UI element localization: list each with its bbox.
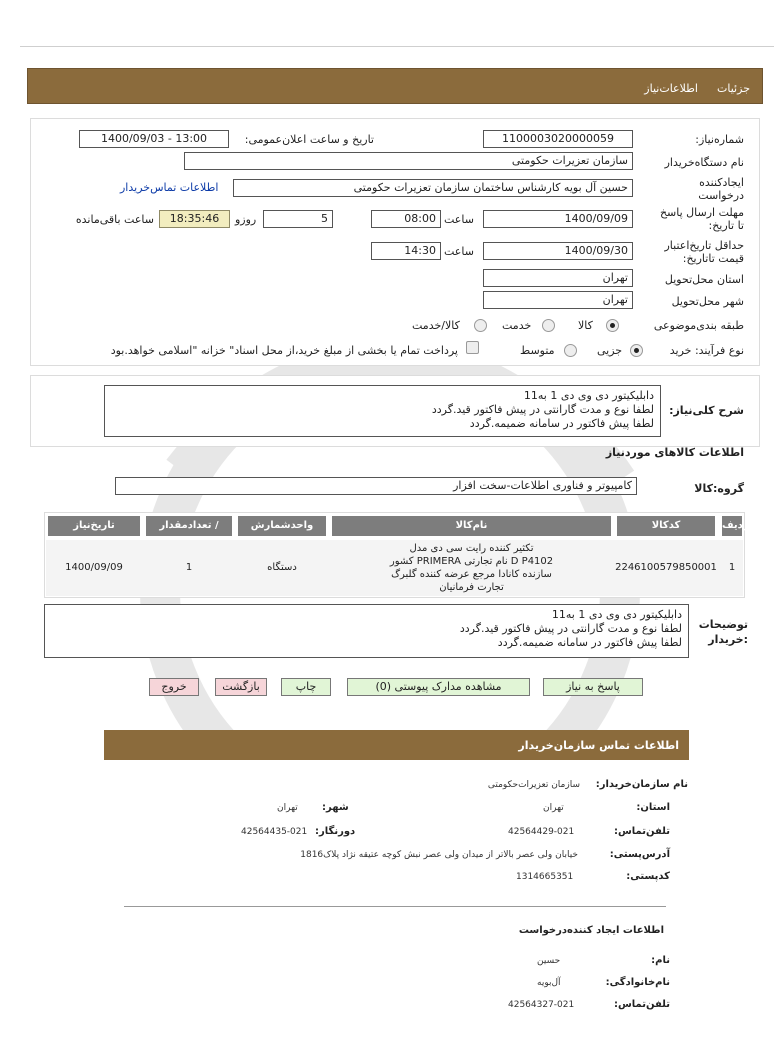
category-service-radio[interactable]: [542, 319, 555, 332]
category-service-label: خدمت: [502, 319, 532, 332]
requester-label: ایجادکننده درخواست: [698, 176, 744, 202]
page-header: [27, 68, 763, 104]
creator-family-label: نام‌خانوادگی:: [605, 977, 670, 988]
summary-line-1: دابلیکیتور دی وی دی 1 به11: [523, 389, 654, 402]
row-name-line-3: سازنده کانادا مرجع عرضه کننده گلبرگ: [391, 569, 552, 580]
summary-text: [104, 385, 661, 437]
category-goods-label: کالا: [578, 319, 593, 332]
buyer-notes-line-2: لطفا نوع و مدت گارانتی در پیش فاکتور قید.گردد: [459, 622, 682, 635]
contact-divider: [124, 906, 666, 907]
deadline-time-field: 08:00: [371, 210, 441, 228]
summary-line-3: لطفا پیش فاکتور در سامانه ضمیمه.گردد: [469, 417, 654, 430]
creator-phone-value: 42564327-021: [508, 1000, 575, 1010]
city-field: تهران: [483, 291, 633, 309]
remaining-label: ساعت باقی‌مانده: [75, 213, 154, 226]
top-divider: [20, 46, 774, 47]
announce-label: تاریخ و ساعت اعلان‌عمومی:: [244, 133, 374, 146]
creator-family-value: آل‌بویه: [537, 978, 561, 988]
validity-time-field: 14:30: [371, 242, 441, 260]
city-label: شهر محل‌تحویل: [671, 295, 744, 308]
creator-title: اطلاعات ایجاد کننده‌درخواست: [518, 925, 664, 936]
buyer-notes-text: [44, 604, 689, 658]
row-date-cell: 1400/09/09: [65, 562, 123, 573]
reply-button[interactable]: پاسخ به نیاز: [543, 678, 643, 696]
exit-button[interactable]: خروج: [149, 678, 199, 696]
col-name: نام‌کالا: [330, 514, 613, 538]
category-goods-service-label: کالا/خدمت: [412, 319, 460, 332]
days-word: روزو: [235, 213, 257, 226]
buyer-notes-label-1: توضیحات: [698, 618, 748, 631]
category-label: طبقه بندی‌موضوعی: [653, 319, 744, 332]
row-name-cell: [330, 542, 613, 594]
process-medium-radio[interactable]: [564, 344, 577, 357]
process-medium-label: متوسط: [520, 344, 555, 357]
buyer-notes-line-1: دابلیکیتور دی وی دی 1 به11: [551, 608, 682, 621]
address-value: خیابان ولی عصر بالاتر از میدان ولی عصر نبش کوچه عتیقه نژاد پلاک1816: [300, 850, 578, 860]
org-label: نام سازمان‌خریدار:: [595, 779, 688, 790]
summary-label: شرح کلی‌نیاز:: [669, 404, 744, 417]
row-name-line-1: تکثیر کننده رایت سی دی مدل: [409, 543, 534, 554]
process-minor-label: جزیی: [597, 344, 623, 357]
goods-group-label: گروه:کالا: [694, 482, 744, 495]
validity-label: حداقل تاریخ‌اعتبار قیمت تا‌تاریخ:: [664, 239, 744, 265]
col-row-index: ردیف: [720, 514, 744, 538]
goods-title: اطلاعات کالاهای موردنیاز: [605, 446, 744, 459]
buyer-notes-label-2: :خریدار: [708, 633, 748, 646]
buyer-notes-line-3: لطفا پیش فاکتور در سامانه ضمیمه.گردد: [497, 636, 682, 649]
city-contact-label: شهر:: [322, 802, 349, 813]
col-date: تاریخ‌نیاز: [46, 514, 142, 538]
category-goods-service-radio[interactable]: [474, 319, 487, 332]
fax-value: 42564435-021: [241, 827, 308, 837]
remaining-time-box: 18:35:46: [159, 210, 230, 228]
process-minor-radio[interactable]: [630, 344, 643, 357]
province-field: تهران: [483, 269, 633, 287]
province-contact-value: تهران: [543, 803, 564, 813]
summary-line-2: لطفا نوع و مدت گارانتی در پیش فاکتور قید.گردد: [431, 403, 654, 416]
phone-label: تلفن‌تماس:: [613, 826, 670, 837]
row-index-cell: 1: [728, 562, 736, 573]
validity-date-field: 1400/09/30: [483, 242, 633, 260]
details-tab[interactable]: جزئیات: [717, 82, 750, 95]
goods-group-field: کامپیوتر و فناوری اطلاعات-سخت افزار: [115, 477, 637, 495]
address-label: آدرس‌پستی:: [609, 849, 670, 860]
deadline-label: مهلت ارسال پاسخ تا تاریخ:: [659, 206, 744, 232]
announce-field: 1400/09/03 - 13:00: [79, 130, 229, 148]
print-button[interactable]: چاپ: [281, 678, 331, 696]
days-remaining-field: 5: [263, 210, 333, 228]
deadline-time-word: ساعت: [444, 213, 474, 226]
contact-header: [104, 730, 689, 760]
row-name-line-2: D P4102 نام تجارتی PRIMERA کشور: [389, 556, 554, 567]
process-label: نوع فرآیند: خرید: [669, 344, 744, 357]
treasury-payment-note: پرداخت تمام یا بخشی از مبلغ خرید،از محل اسناد" خزانه "اسلامی خواهد.بود: [110, 344, 458, 357]
creator-name-value: حسین: [537, 956, 561, 966]
province-contact-label: استان:: [636, 802, 670, 813]
buyer-label: نام دستگاه‌خریدار: [664, 156, 744, 169]
creator-name-label: نام:: [651, 955, 670, 966]
row-qty-cell: 1: [185, 562, 193, 573]
postal-value: 1314665351: [516, 872, 574, 882]
view-attachments-button[interactable]: مشاهده مدارک پیوستی (0): [347, 678, 530, 696]
col-code: کدکالا: [615, 514, 717, 538]
col-qty: تعداد‌مقدار /: [144, 514, 234, 538]
fax-label: دورنگار:: [315, 826, 356, 837]
validity-time-word: ساعت: [444, 245, 474, 258]
category-goods-radio[interactable]: [606, 319, 619, 332]
postal-label: کدپستی:: [626, 871, 670, 882]
buyer-contact-link[interactable]: اطلاعات تماس‌خریدار: [120, 181, 219, 194]
need-number-label: شماره‌نیاز:: [695, 133, 744, 146]
row-code-cell: 2246100579850001: [615, 562, 717, 573]
city-contact-value: تهران: [277, 803, 298, 813]
requester-field: حسین آل بویه کارشناس ساختمان سازمان تعزیرات حکومتی: [233, 179, 633, 197]
creator-phone-label: تلفن‌تماس:: [613, 999, 670, 1010]
need-number-field: 1100003020000059: [483, 130, 633, 148]
phone-value: 42564429-021: [508, 827, 575, 837]
contact-title: اطلاعات تماس سازمان‌خریدار: [518, 739, 679, 752]
org-value: سازمان تعزیرات‌حکومتی: [487, 780, 580, 790]
row-unit-cell: دستگاه: [267, 562, 297, 573]
need-info-tab[interactable]: اطلاعات‌نیاز: [644, 82, 698, 95]
back-button[interactable]: بازگشت: [215, 678, 267, 696]
row-name-line-4: تجارت فرمانیان: [439, 582, 504, 593]
treasury-payment-checkbox[interactable]: [466, 341, 479, 354]
deadline-date-field: 1400/09/09: [483, 210, 633, 228]
col-unit: واحدشمارش: [236, 514, 328, 538]
province-label: استان محل‌تحویل: [664, 273, 744, 286]
buyer-field: سازمان تعزیرات حکومتی: [184, 152, 633, 170]
